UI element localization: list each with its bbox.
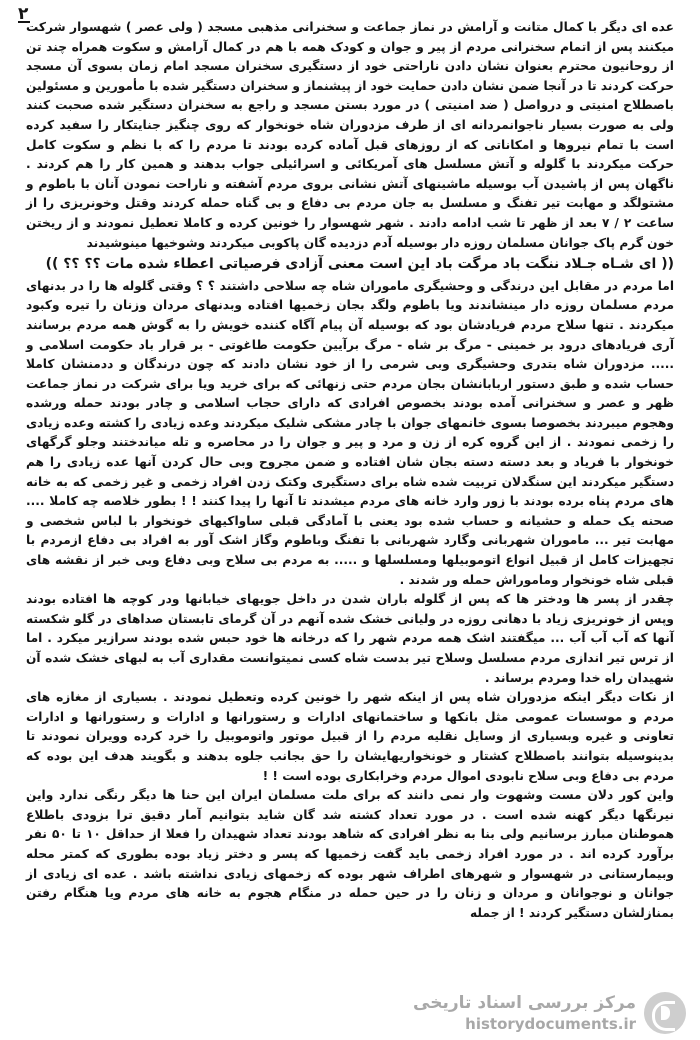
center-emblem-icon [644, 992, 686, 1034]
paragraph-1: عده ای دیگر با کمال متانت و آرامش در نماز جماعت و سخنرانی مذهبی مسجد ( ولی عصر ) شهسوار شرکت میکنند پس از اتمام سخنرانی مردم از پیر و جوان و کودک همه با هم در کمال آرامش و سکوت همراه چند تن از روحانیون محترم بعنوان نشان دادن ناراحتی خود از دستگیری سخنران مسجد امام زمان بسوی آن مسجد حرکت کردند تا در آنجا ضمن نشان دادن حمایت خود از پیشنماز و سخنران دستگیر شده با مأمورین و مسئولین باصطلاح امنیتی و درواصل ( ضد امنیتی ) در مورد بستن مسجد و راجع به سخنران دستگیر شده صحبت کنند ولی به صورت بسیار ناجوانمردانه ای از طرف مزدوران شاه خونخوار که روی چنگیز جنایتکار را سفید کرده است با تمام نیروها و امکاناتی که از روزهای قبل آماده کرده بودند تا مردم را که با نظم و سکوت کامل حرکت میکردند با گلوله و آتش مسلسل های آمریکائی و اسرائیلی جواب بدهند و همین کار را هم کردند . ناگهان پس از پاشیدن آب بوسیله ماشینهای آتش نشانی بروی مردم آشفته و ناراحت نمودن آنان با باطوم و مشتولگد و مهابت تیر تفنگ و مسلسل به جان مردم بی دفاع و بی گناه حمله کردند وقتل وخونریزی را از ساعت ۲ / ۷ بعد از ظهر تا شب ادامه دادند . شهر شهسوار را خونین کرده و کاملا تعطیل نمودند و از ریختن خون گرم پاک جوانان مسلمان روزه دار بوسیله آدم دزدیده گان پاکوبی میکردند وشوخیها مینوشیدند [26, 20, 675, 250]
document-body [26, 18, 674, 923]
slogan-line: (( ای شـاه جـلاد ننگت باد مرگت باد این است معنی آزادی فرصیاتی اعطاء شده مات ؟؟ ؟؟ )) [45, 256, 674, 273]
watermark-title: مرکز بررسی اسناد تاریخی [413, 993, 636, 1013]
paragraph-5: واین کور دلان مست وشهوت وار نمی دانند که برای ملت مسلمان ایران این حنا ها دیگر رنگی ندارد واین نیرنگها دیگر کهنه شده است . در مورد تعداد کشته شد گان شاید بتوانیم آمار دقیق ترا بزودی باطلاع هموطنان مبارز برسانیم ولی بنا به نظر افرادی که شاهد بودند تعداد شهیدان را فعلا از حداقل ۱۰ تا ۵۰ نفر برآورد کرده اند . در مورد افراد زخمی باید گفت زخمیها که پسر و دختر زیاد بوده بطوری که کمتر محله وبیمارستانی در شهسوار و شهرهای اطراف شهر بوده که زخمهای زیادی نداشته باشد . عده ای زیادی از جوانان و نوجوانان و مردان و زنان را در حین حمله در منگام هجوم به خانه های مردم ویا هنگام رفتن بمنازلشان دستگیر کردند ! از جمله [26, 788, 674, 920]
paragraph-4: از نکات دیگر اینکه مزدوران شاه پس از اینکه شهر را خونین کرده وتعطیل نمودند . بسیاری از مغازه های مردم و موسسات عمومی مثل بانکها و ساختمانهای ادارات و رستورانها و ادارات و رستورانها و ادارات تعاونی و غیره وبسیاری از وسایل نقلیه مردم را از قبیل موتور واتوموبیل را خرد کرده وویران نمودند تا بدینوسیله بتوانند باصطلاح کشتار و خونخواریهایشان را حق بجانب جلوه بدهند و بگویند هدف این بوده که مردم بی دفاع وبی سلاح نابودی اموال مردم وخرابکاری بوده است ! ! [26, 690, 674, 783]
paragraph-2: اما مردم در مقابل این درندگی و وحشیگری ماموران شاه چه سلاحی داشتند ؟ ؟ وقتی گلوله ها را در بدنهای مردم مسلمان روزه دار مینشاندند ویا باطوم ولگد بجان زخمیها افتاده وبدنهای مردان وزنان را تیره وکبود میکردند . تنها سلاح مردم فریادشان بود که بوسیله آن پیام آگاه کننده خویش را به گوش همه مردم برسانند آری فریادهای درود بر خمینی - مرگ بر شاه - مرگ برآیین حکومت طاغوتی - بر قرار باد حکومت اسلامی و ..... مزدوران شاه بتدری وحشیگری وبی شرمی را از خود نشان دادند که چون درندگان و ددمنشان کاملا حساب شده و طبق دستور اربابانشان بجان مردم حتی زنهائی که برای خرید ویا برای شرکت در نماز جماعت ظهر و عصر و سخنرانی آمده بودند بخصوص افرادی که دارای حجاب اسلامی و چادر بودند حمله ورشده وهجوم میبردند بخصوصا بسوی خانمهای جوان با چادر مشکی شلیک میکردند وعده زیادی را کشته وعده زیادی را زخمی نمودند . از این گروه کره از زن و مرد و پیر و جوان را در محاصره و تله میاندختند وجلو گرگهای خونخوار با فریاد و بعد دسته دسته بجان شان افتاده و ضمن مجروح وبی حال کردن آنها عده زیادی را هم دستگیر میکردند این سنگدلان تربیت شده شاه برای دستگیری وکتک زدن افراد زخمی و غیر زخمی که به خانه های مردم پناه برده بودند با زور وارد خانه های مردم میشدند تا آنها را پیدا کنند ! ! بطور خلاصه چه کاملا .... صحنه یک حمله و حشیانه و حساب شده بود یعنی با آمادگی قبلی ساواکیهای خونخوار با لباس شخصی و مهابت تیر ... ماموران شهربانی وگارد شهربانی با تفنگ وباطوم وگاز اشک آور به افراد بی دفاع ازمردم با تجهیزات کامل از قبیل انواع اتوموبیلها ومسلسلها و ..... به مردم بی سلاح وبی دفاع وبی خبر از نقشه های قبلی شاه خونخوار وماموراش حمله ور شدند . [26, 278, 674, 587]
paragraph-3: چقدر از پسر ها ودختر ها که پس از گلوله باران شدن در داخل جویهای خیابانها ودر کوچه ها افتاده بودند وپس از خونریزی زیاد با دهانی روزه در ولیانی خشک شده آنهم در آن گرمای تابستان صداهای در گلو شکسته آنها که آب آب آب ... میگفتند اشک همه مردم شهر را که درخانه ها خود حبس شده بودند سرازیر میکرد . اما از ترس تیر اندازی مردم مسلسل وسلاح تیر بدست شاه کسی نمیتوانست مقداری آب به لبهای خشک شده آن شهیدان راه خدا ومردم برساند . [26, 592, 674, 685]
page-number: ۲ [18, 4, 29, 24]
watermark [356, 990, 686, 1036]
watermark-url: historydocuments.ir [465, 1015, 636, 1033]
